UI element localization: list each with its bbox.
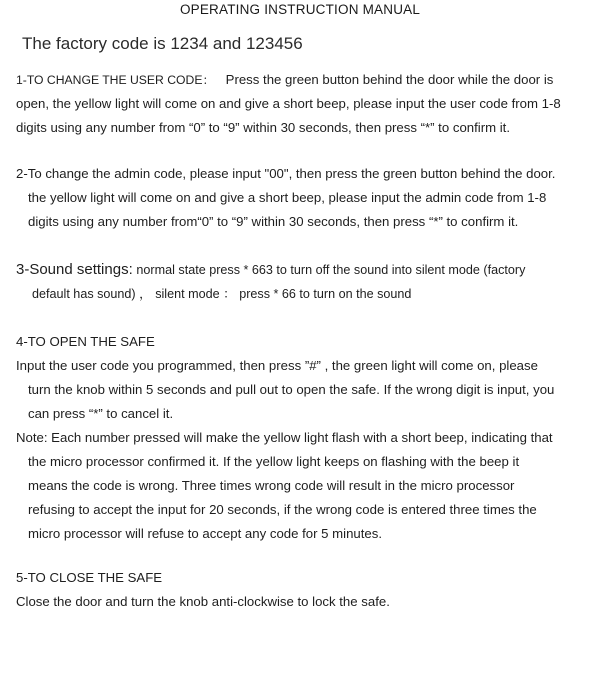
- section-open-safe: [16, 330, 554, 546]
- section1-line2: open, the yellow light will come on and give a short beep, please input the user code from 1-8: [16, 96, 561, 111]
- section5-line1: Close the door and turn the knob anti-clockwise to lock the safe.: [16, 594, 390, 609]
- section2-line1: 2-To change the admin code, please input "00", then press the green button behind the door.: [16, 166, 556, 181]
- manual-title: OPERATING INSTRUCTION MANUAL: [179, 2, 421, 17]
- note-line5: micro processor will refuse to accept any code for 5 minutes.: [28, 526, 383, 541]
- section3-line1-text: normal state press * 663 to turn off the sound into silent mode (factory: [136, 263, 526, 277]
- section1-line1-text: Press the green button behind the door while the door is: [225, 72, 554, 87]
- section1-line3: digits using any number from “0” to “9” within 30 seconds, then press “*” to confirm it.: [16, 120, 511, 135]
- section5-heading: 5-TO CLOSE THE SAFE: [16, 570, 163, 585]
- section-change-user-code: [16, 68, 561, 140]
- section3-heading: 3-Sound settings:: [16, 261, 133, 278]
- section1-line1: [16, 68, 561, 92]
- section-sound-settings: [16, 258, 525, 306]
- note-line2: the micro processor confirmed it. If the yellow light keeps on flashing with the beep it: [28, 454, 520, 469]
- section4-line3: can press “*” to cancel it.: [28, 406, 174, 421]
- section1-heading: 1-TO CHANGE THE USER CODE：: [16, 73, 215, 87]
- section2-line3: digits using any number from“0” to “9” within 30 seconds, then press “*” to confirm it.: [28, 214, 519, 229]
- section-close-safe: [16, 566, 390, 614]
- section4-heading: 4-TO OPEN THE SAFE: [16, 334, 155, 349]
- section-change-admin-code: [16, 162, 555, 234]
- factory-code-text: The factory code is 1234 and 123456: [22, 34, 303, 53]
- section2-line2: the yellow light will come on and give a short beep, please input the admin code from 1-8: [28, 190, 547, 205]
- note-line3: means the code is wrong. Three times wrong code will result in the micro processor: [28, 478, 515, 493]
- section3-line2: default has sound) ， silent mode ： press * 66 to turn on the sound: [32, 287, 412, 301]
- section4-line1: Input the user code you programmed, then press ”#” , the green light will come on, please: [16, 358, 538, 373]
- section3-line1: [16, 258, 525, 282]
- note-line1: Note: Each number pressed will make the yellow light flash with a short beep, indicating that: [16, 430, 553, 445]
- note-line4: refusing to accept the input for 20 seconds, if the wrong code is entered three times the: [28, 502, 537, 517]
- section4-line2: turn the knob within 5 seconds and pull out to open the safe. If the wrong digit is input, you: [28, 382, 555, 397]
